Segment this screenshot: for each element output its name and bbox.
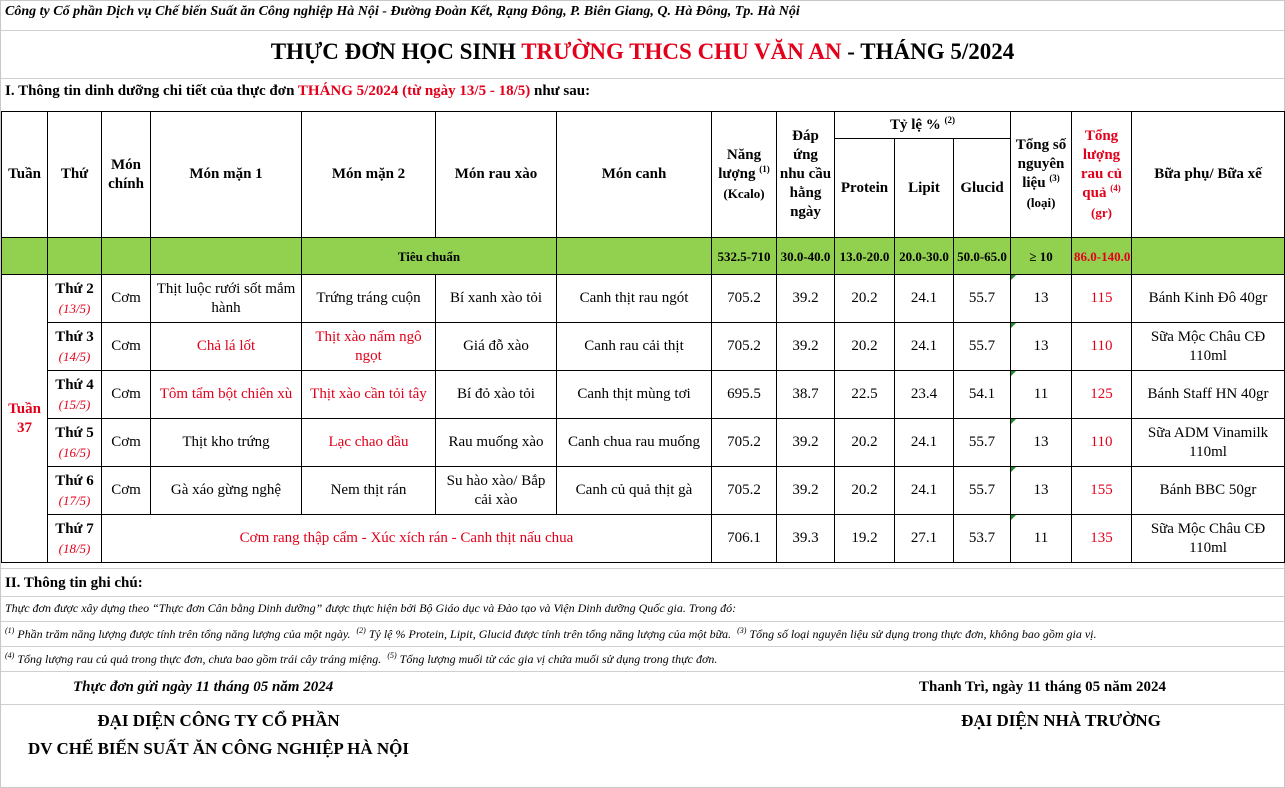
- mon-rau-xao: Su hào xào/ Bắp cải xào: [436, 467, 557, 515]
- table-row: [2, 275, 1285, 323]
- dap-ung: 39.2: [777, 275, 835, 323]
- bua-phu: Bánh Kinh Đô 40gr: [1132, 275, 1285, 323]
- dap-ung: 39.2: [777, 467, 835, 515]
- mon-man-1: Chả lá lốt: [151, 323, 302, 371]
- header-glucid: Glucid: [954, 139, 1011, 238]
- tong-so: 11: [1011, 515, 1072, 563]
- tong-luong: 115: [1072, 275, 1132, 323]
- tong-luong: 125: [1072, 371, 1132, 419]
- day-cell: [48, 323, 102, 371]
- glucid: 54.1: [954, 371, 1011, 419]
- ty-le-label: Tỷ lệ %: [889, 116, 941, 133]
- day-cell: [48, 467, 102, 515]
- mon-chinh: Cơm: [102, 323, 151, 371]
- tong-luong: 110: [1072, 419, 1132, 467]
- bua-phu: Bánh BBC 50gr: [1132, 467, 1285, 515]
- glucid: 55.7: [954, 323, 1011, 371]
- mon-rau-xao: Rau muống xào: [436, 419, 557, 467]
- table-row: [2, 323, 1285, 371]
- place-date: Thanh Trì, ngày 11 tháng 05 năm 2024: [919, 679, 1167, 695]
- table-row: [2, 515, 1285, 563]
- header-mon-chinh: Món chính: [102, 112, 151, 238]
- mon-man-2: Nem thịt rán: [302, 467, 436, 515]
- note-5-sup: (5): [387, 651, 397, 660]
- nang-luong: 705.2: [712, 323, 777, 371]
- note-1-sup: (1): [5, 626, 15, 635]
- nang-luong: 705.2: [712, 275, 777, 323]
- tong-so: 13: [1011, 419, 1072, 467]
- day-cell: [48, 515, 102, 563]
- standard-nang-luong: 532.5-710: [712, 238, 777, 275]
- header-mon-man-2: Món mặn 2: [302, 112, 436, 238]
- mon-chinh: Cơm: [102, 371, 151, 419]
- header-thu: Thứ: [48, 112, 102, 238]
- day-cell: [48, 275, 102, 323]
- ty-le-sup: (2): [944, 114, 956, 125]
- header-ty-le: [835, 112, 1011, 139]
- sent-date: Thực đơn gửi ngày 11 tháng 05 năm 2024: [73, 679, 334, 695]
- nang-luong-sup: (1): [759, 163, 770, 174]
- note-4-sup: (4): [5, 651, 15, 660]
- lipit: 24.1: [895, 467, 954, 515]
- header-dap-ung: Đáp ứng nhu cầu hằng ngày: [777, 112, 835, 238]
- bua-phu: Sữa Mộc Châu CĐ 110ml: [1132, 515, 1285, 563]
- protein: 20.2: [835, 275, 895, 323]
- day-date: (13/5): [58, 300, 91, 316]
- tong-so: 13: [1011, 467, 1072, 515]
- day-name: Thứ 7: [55, 520, 94, 537]
- mon-man-2: Lạc chao dầu: [302, 419, 436, 467]
- mon-man-1: Gà xáo gừng nghệ: [151, 467, 302, 515]
- header-bua-phu: Bữa phụ/ Bữa xế: [1132, 112, 1285, 238]
- tong-so-label: Tổng số nguyên liệu: [1015, 137, 1067, 191]
- section-1-period: THÁNG 5/2024 (từ ngày 13/5 - 18/5): [297, 83, 531, 99]
- mon-man-1: Thịt kho trứng: [151, 419, 302, 467]
- dap-ung: 39.2: [777, 419, 835, 467]
- tong-luong: 110: [1072, 323, 1132, 371]
- tong-so: 13: [1011, 323, 1072, 371]
- day-name: Thứ 3: [55, 328, 94, 345]
- protein: 19.2: [835, 515, 895, 563]
- header-lipit: Lipit: [895, 139, 954, 238]
- day-date: (18/5): [58, 540, 91, 556]
- tong-luong: 155: [1072, 467, 1132, 515]
- nang-luong: 706.1: [712, 515, 777, 563]
- tong-luong-label: Tổng lượng rau củ quả: [1080, 127, 1123, 201]
- dap-ung: 38.7: [777, 371, 835, 419]
- mon-canh: Canh thịt rau ngót: [557, 275, 712, 323]
- tong-so-sup: (3): [1049, 173, 1060, 183]
- standard-label: Tiêu chuẩn: [302, 238, 557, 275]
- header-tuan: Tuần: [2, 112, 48, 238]
- mon-canh: Canh củ quả thịt gà: [557, 467, 712, 515]
- tong-luong-unit: (gr): [1091, 204, 1112, 220]
- section-1-heading: [5, 83, 590, 100]
- glucid: 53.7: [954, 515, 1011, 563]
- day-date: (17/5): [58, 492, 91, 508]
- table-row: [2, 467, 1285, 515]
- header-tong-so: [1011, 112, 1072, 238]
- note-3: Tổng số loại nguyên liệu sử dụng trong thực đơn, không bao gồm gia vị.: [746, 627, 1097, 641]
- dap-ung: 39.2: [777, 323, 835, 371]
- day-name: Thứ 2: [55, 280, 94, 297]
- tong-luong-sup: (4): [1110, 182, 1121, 193]
- day-name: Thứ 6: [55, 472, 94, 489]
- mon-canh: Canh thịt mùng tơi: [557, 371, 712, 419]
- section-1-prefix: I. Thông tin dinh dưỡng chi tiết của thực đơn: [5, 83, 298, 99]
- mon-canh: Canh rau cải thịt: [557, 323, 712, 371]
- note-line-2: [5, 626, 1097, 642]
- mon-man-1: Tôm tẩm bột chiên xù: [151, 371, 302, 419]
- dap-ung: 39.3: [777, 515, 835, 563]
- protein: 20.2: [835, 419, 895, 467]
- lipit: 27.1: [895, 515, 954, 563]
- glucid: 55.7: [954, 467, 1011, 515]
- header-mon-rau-xao: Món rau xào: [436, 112, 557, 238]
- standard-lipit: 20.0-30.0: [895, 238, 954, 275]
- tong-so-unit: (loại): [1026, 195, 1056, 210]
- note-intro: Thực đơn được xây dựng theo “Thực đơn Cân bằng Dinh dưỡng” được thực hiện bởi Bộ Giáo dục và Đào tạo và Viện Dinh dưỡng Quốc gia. Trong đó:: [5, 601, 737, 615]
- day-date: (15/5): [58, 396, 91, 412]
- note-line-3: [5, 651, 717, 667]
- header-protein: Protein: [835, 139, 895, 238]
- mon-chinh: Cơm: [102, 467, 151, 515]
- nang-luong: 705.2: [712, 419, 777, 467]
- lipit: 23.4: [895, 371, 954, 419]
- title-part-1: THỰC ĐƠN HỌC SINH: [270, 39, 522, 64]
- glucid: 55.7: [954, 275, 1011, 323]
- tong-so: 13: [1011, 275, 1072, 323]
- mon-rau-xao: Giá đỗ xào: [436, 323, 557, 371]
- standard-protein: 13.0-20.0: [835, 238, 895, 275]
- header-mon-canh: Món canh: [557, 112, 712, 238]
- day-date: (16/5): [58, 444, 91, 460]
- company-rep-title-1: ĐẠI DIỆN CÔNG TY CỔ PHẦN: [97, 711, 340, 730]
- mon-man-1: Thịt luộc rưới sốt mắm hành: [151, 275, 302, 323]
- day-cell: [48, 371, 102, 419]
- nang-luong: 695.5: [712, 371, 777, 419]
- saturday-combined-menu: Cơm rang thập cẩm - Xúc xích rán - Canh thịt nấu chua: [102, 515, 712, 563]
- note-3-sup: (3): [737, 626, 747, 635]
- note-2-sup: (2): [356, 626, 366, 635]
- title-school: TRƯỜNG THCS CHU VĂN AN: [521, 39, 842, 64]
- day-date: (14/5): [58, 348, 91, 364]
- standard-row: [2, 238, 1285, 275]
- note-4: Tổng lượng rau củ quả trong thực đơn, chưa bao gồm trái cây tráng miệng.: [14, 652, 382, 666]
- section-1-suffix: như sau:: [530, 83, 591, 99]
- mon-chinh: Cơm: [102, 275, 151, 323]
- table-row: [2, 419, 1285, 467]
- mon-man-2: Trứng tráng cuộn: [302, 275, 436, 323]
- glucid: 55.7: [954, 419, 1011, 467]
- protein: 20.2: [835, 467, 895, 515]
- title-part-3: - THÁNG 5/2024: [841, 39, 1015, 64]
- tong-so: 11: [1011, 371, 1072, 419]
- header-nang-luong: [712, 112, 777, 238]
- lipit: 24.1: [895, 275, 954, 323]
- header-tong-luong: [1072, 112, 1132, 238]
- day-cell: [48, 419, 102, 467]
- mon-rau-xao: Bí đỏ xào tỏi: [436, 371, 557, 419]
- lipit: 24.1: [895, 419, 954, 467]
- protein: 20.2: [835, 323, 895, 371]
- nang-luong: 705.2: [712, 467, 777, 515]
- page-title: [1, 39, 1284, 65]
- bua-phu: Bánh Staff HN 40gr: [1132, 371, 1285, 419]
- mon-canh: Canh chua rau muống: [557, 419, 712, 467]
- mon-man-2: Thịt xào cần tỏi tây: [302, 371, 436, 419]
- mon-man-2: Thịt xào nấm ngô ngọt: [302, 323, 436, 371]
- note-5: Tổng lượng muối từ các gia vị chứa muối sử dụng trong thực đơn.: [396, 652, 718, 666]
- tong-luong: 135: [1072, 515, 1132, 563]
- note-2: Tỷ lệ % Protein, Lipit, Glucid được tính trên tổng năng lượng của một bữa.: [365, 627, 732, 641]
- lipit: 24.1: [895, 323, 954, 371]
- school-rep-title: ĐẠI DIỆN NHÀ TRƯỜNG: [961, 711, 1161, 730]
- table-row: [2, 371, 1285, 419]
- nang-luong-label: Năng lượng: [718, 146, 762, 182]
- bua-phu: Sữa ADM Vinamilk 110ml: [1132, 419, 1285, 467]
- bua-phu: Sữa Mộc Châu CĐ 110ml: [1132, 323, 1285, 371]
- day-name: Thứ 5: [55, 424, 94, 441]
- nang-luong-unit: (Kcalo): [723, 185, 765, 201]
- company-rep-title-2: DV CHẾ BIẾN SUẤT ĂN CÔNG NGHIỆP HÀ NỘI: [28, 739, 409, 758]
- header-mon-man-1: Món mặn 1: [151, 112, 302, 238]
- nutrition-table: [1, 111, 1285, 563]
- standard-tong-luong: 86.0-140.0: [1072, 238, 1132, 275]
- standard-tong-so: ≥ 10: [1011, 238, 1072, 275]
- mon-chinh: Cơm: [102, 419, 151, 467]
- standard-dap-ung: 30.0-40.0: [777, 238, 835, 275]
- standard-glucid: 50.0-65.0: [954, 238, 1011, 275]
- mon-rau-xao: Bí xanh xào tỏi: [436, 275, 557, 323]
- note-1: Phần trăm năng lượng được tính trên tổng năng lượng của một ngày.: [14, 627, 351, 641]
- company-line: Công ty Cổ phần Dịch vụ Chế biến Suất ăn Công nghiệp Hà Nội - Đường Đoàn Kết, Rạng Đông, P. Biên Giang, Q. Hà Đông, Tp. Hà Nội: [5, 4, 800, 19]
- day-name: Thứ 4: [55, 376, 94, 393]
- section-2-heading: II. Thông tin ghi chú:: [5, 575, 143, 591]
- week-label: Tuần 37: [2, 275, 48, 563]
- protein: 22.5: [835, 371, 895, 419]
